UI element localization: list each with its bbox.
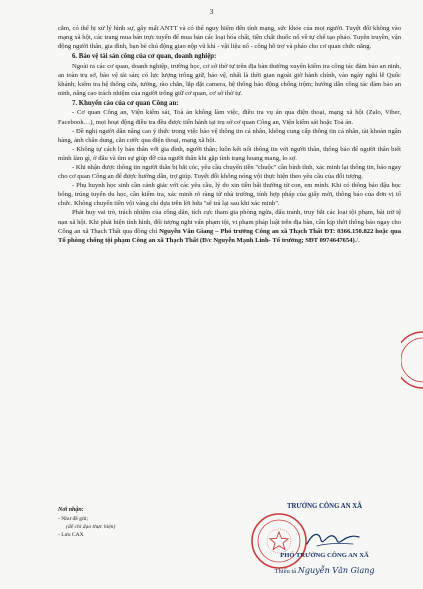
paragraph-text: Phát huy vai trò, trách nhiệm của công dân, tích cực tham gia phòng ngừa, đấu tranh, truy bắt các loại tội phạm, bài trừ tệ nạn xã hội. Khi phát hiện tình hình, đối tượng nghi vấn phạm tội, vi phạm pháp luật trên địa bàn, cần kịp thời thông báo ngay cho Công an xã Thạch Thất qua đồng chí bbox=[58, 209, 401, 235]
recipients-title: Nơi nhận: bbox=[58, 507, 84, 513]
body-paragraph: - Khi nhận được thông tin người thân bị bắt cóc, yêu cầu chuyển tiền "chuộc" cần bình tĩnh, xác minh lại thông tin, báo ngay cho cơ quan Công an để được hướng dẫn, trợ giúp. Tuyệt đối không nóng vội thực hiện theo yêu cầu của đối tượng. bbox=[58, 163, 401, 181]
document-footer bbox=[58, 500, 401, 585]
signer-name-line bbox=[248, 566, 401, 575]
signature-block bbox=[248, 500, 401, 585]
body-paragraph: - Cơ quan Công an, Viện kiểm sát, Toà án không làm việc, điều tra vụ án qua điện thoại, mạng xã hội (Zalo, Viber, Facebook…), mọi hoạt động điều tra đều được tiến hành tại trụ sở cơ quan Công an, Viện kiểm sát hoặc Toà án. bbox=[58, 109, 401, 126]
section-heading: 7. Khuyến cáo của cơ quan Công an: bbox=[72, 99, 179, 107]
document-body bbox=[58, 24, 401, 245]
signature-heading: TRƯỞNG CÔNG AN XÃ bbox=[286, 503, 363, 510]
signer-position: PHÓ TRƯỞNG CÔNG AN XÃ bbox=[280, 552, 369, 559]
official-seal-icon bbox=[250, 512, 308, 570]
body-paragraph bbox=[58, 208, 401, 244]
body-paragraph: - Không tự cách ly bản thân với gia đình, người thân; luôn kết nối thông tin với người thân, thông báo để người thân biết mình làm gì, ở đâu và tìm sự giúp đỡ của người thân khi gặp tình trạng hoang mang, lo sợ. bbox=[58, 145, 401, 162]
section-heading: 6. Bảo vệ tài sản công của cơ quan, doanh nghiệp: bbox=[72, 52, 217, 60]
side-stamp-icon bbox=[401, 330, 423, 390]
body-paragraph: - Đề nghị người dân nâng cao ý thức trong việc bảo vệ thông tin cá nhân, không cung cấp thông tin cá nhân, tài khoản ngân hàng, ảnh chân dung, căn cước qua điện thoại, mạng xã hội. bbox=[58, 127, 401, 144]
signer-rank: Thiếu tá bbox=[274, 568, 297, 575]
recipient-item: - Như đề gửi; bbox=[58, 515, 89, 522]
recipient-item: - Lưu CAX bbox=[58, 531, 84, 538]
paragraph-end: ./. bbox=[354, 236, 360, 244]
recipients-block bbox=[58, 506, 115, 539]
page-number: 3 bbox=[209, 7, 214, 16]
body-paragraph: - Phụ huynh học sinh cần cảnh giác với các yêu cầu, lý do xin tiền bất thường từ con, em mình. Khi có thông báo đậu học bổng, trúng tuyển du học, cần kiểm tra, xác minh rõ ràng từ nhà trường, tính hợp pháp của giấy mời, thông báo của đơn vị tổ chức. Không chuyển tiền vội vàng chỉ dựa trên lời hứa "sẽ trả lại sau khi xác minh". bbox=[58, 182, 401, 208]
signer-name: Nguyễn Văn Giang bbox=[297, 566, 375, 575]
contact-info: Nguyễn Văn Giang – Phó trưởng Công an xã Thạch Thất ĐT: 0366.150.822 hoặc qua Tổ phòng chống tội phạm Công an xã Thạch Thất (Đ/c Nguyễn Mạnh Linh- Tổ trưởng; SĐT 0974647654) bbox=[58, 227, 401, 244]
handwritten-signature-icon bbox=[303, 528, 363, 550]
body-paragraph: cắm, có thể bị xử lý hình sự, gây mất ANTT và có thể nguy hiểm đến tính mạng, sức khỏe của mọi người. Tuyệt đối không vào mạng xã hội, các trang mua bán trực tuyến để mua bán các loại hóa chất, tiền chất thuốc nổ về tự chế tạo pháo. Tuyên truyền, vận động người thân, gia đình, bạn bè chủ động giao nộp vũ khí - vật liệu nổ - công hỗ trợ và pháo cho cơ quan chức năng. bbox=[58, 25, 401, 51]
recipient-note: (để chỉ đạo thực hiện) bbox=[66, 523, 116, 530]
body-paragraph: Ngoài ra các cơ quan, doanh nghiệp, trường học, cơ sở thờ tự trên địa bàn thường xuyên kiểm tra công tác đảm bảo an ninh, an toàn trụ sở, bảo vệ tài sản; có lực lượng trông giữ, bảo vệ, nhất là thời gian ngoài giờ hành chính, vào ngày nghỉ lễ Quốc khánh; kiểm tra hệ thống cửa, tường, rào chắn, lắp đặt camera, hệ thống báo động chống trộm; hướng dẫn công tác đảm bảo an ninh, nâng cao trách nhiệm của người trông giữ cơ quan, cơ sở thờ tự. bbox=[58, 62, 401, 97]
